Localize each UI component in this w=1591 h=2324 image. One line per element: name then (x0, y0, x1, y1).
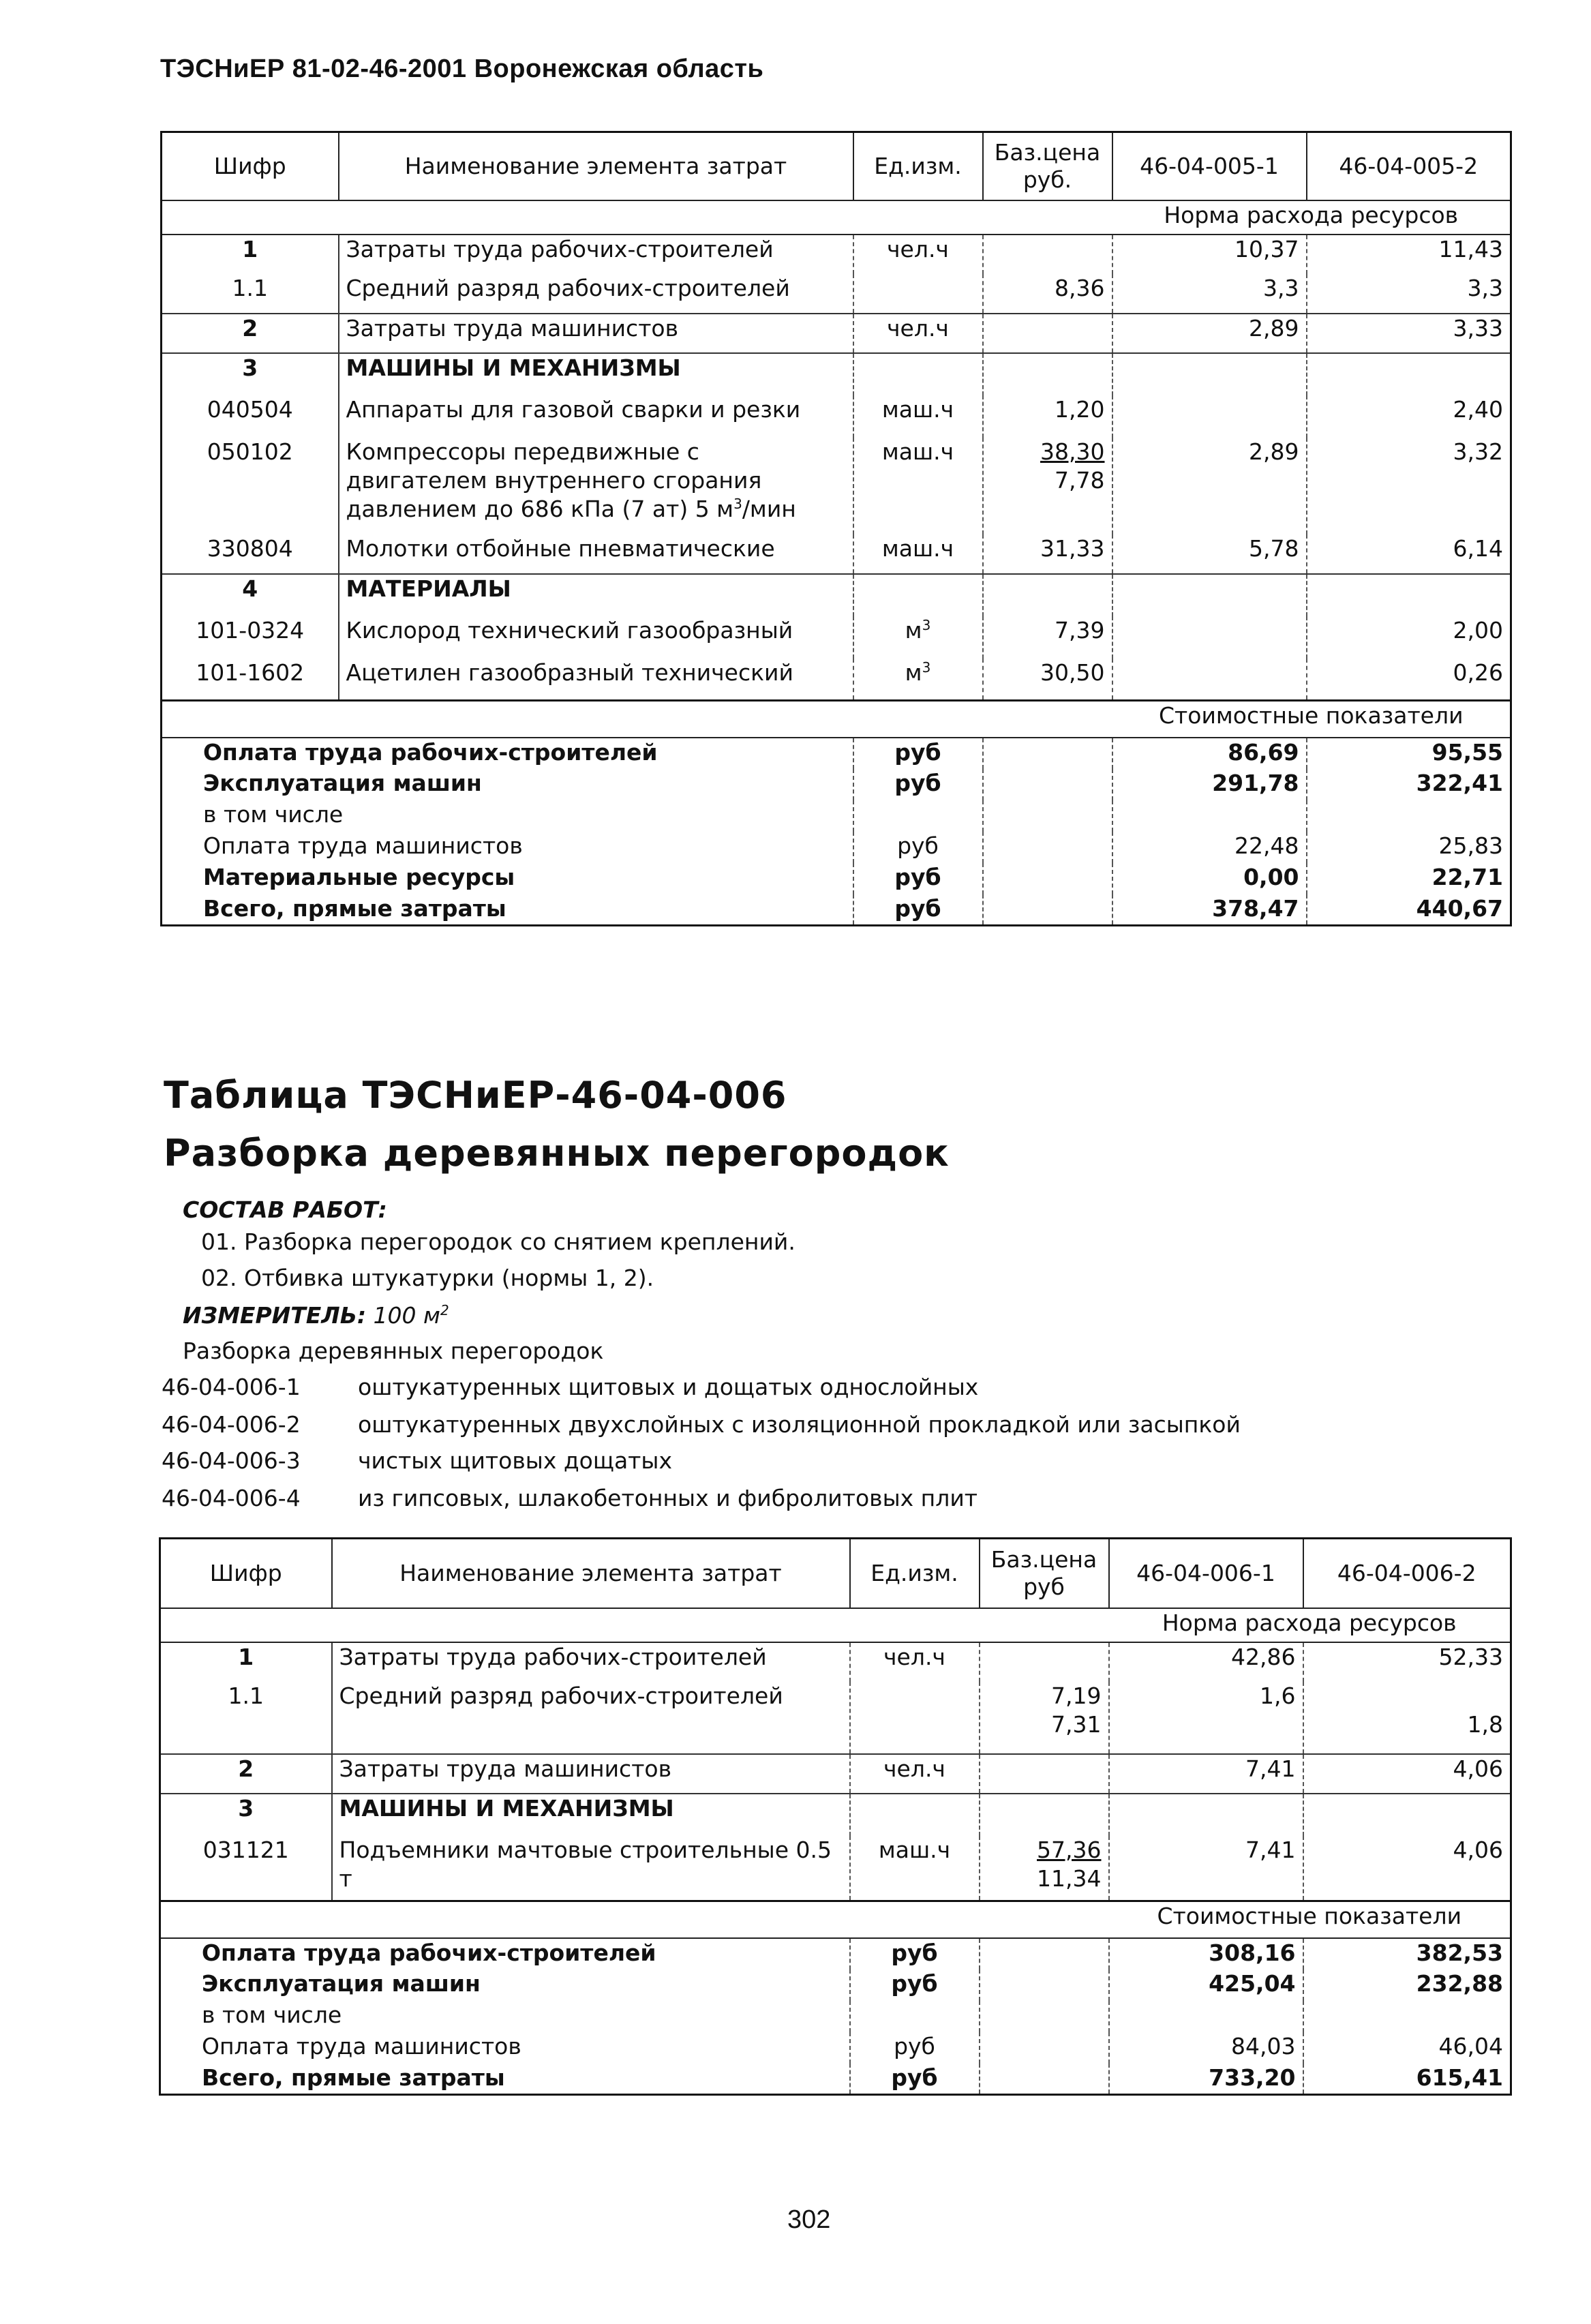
cost-caption: Стоимостные показатели (1109, 1901, 1511, 1938)
group-title: Разборка деревянных перегородок (183, 1338, 604, 1364)
table-row: 1.1 Средний разряд рабочих-строителей 7,19 7,31 1,6 1,8 (160, 1682, 1511, 1754)
col-header-code: Шифр (160, 1539, 332, 1608)
table-row: 1.1 Средний разряд рабочих-строителей 8,36 3,3 3,3 (162, 274, 1511, 314)
col-header-unit: Ед.изм. (850, 1539, 980, 1608)
norm-caption: Норма расхода ресурсов (1109, 1608, 1511, 1642)
section-row: 4 МАТЕРИАЛЫ (162, 574, 1511, 616)
table-row: 2 Затраты труда машинистов чел.ч 7,41 4,06 (160, 1754, 1511, 1794)
col-header-code: Шифр (162, 132, 339, 200)
section-row: 3 МАШИНЫ И МЕХАНИЗМЫ (160, 1794, 1511, 1836)
cost-row: Материальные ресурсы руб 0,00 22,71 (162, 863, 1511, 894)
item-text: оштукатуренных щитовых и дощатых однослойных (358, 1374, 979, 1400)
col-header-norm-2: 46-04-006-2 (1303, 1539, 1511, 1608)
table-row: 101-1602 Ацетилен газообразный технический $м^3$ 30,50 0,26 (162, 659, 1511, 701)
section-row: 3 МАШИНЫ И МЕХАНИЗМЫ (162, 353, 1511, 395)
table-row: 101-0324 Кислород технический газообразный $м^3$ 7,39 2,00 (162, 616, 1511, 659)
resource-table-46-04-005 (160, 131, 1512, 926)
item-code: 46-04-006-1 (162, 1374, 301, 1400)
table-row: 050102 Компрессоры передвижные с двигателем внутреннего сгорания давлением до 686 кПа (7 ат) 5 $м^3$/мин маш.ч 38,30 7,78 2,89 3,32 (162, 438, 1511, 534)
col-header-norm-1: 46-04-006-1 (1109, 1539, 1303, 1608)
col-header-name: Наименование элемента затрат (339, 132, 853, 200)
cost-caption: Стоимостные показатели (1112, 701, 1511, 738)
cost-row: Всего, прямые затраты руб 733,20 615,41 (160, 2064, 1511, 2095)
page-header: ТЭСНиЕР 81-02-46-2001 Воронежская область (160, 55, 764, 83)
measure-line: ИЗМЕРИТЕЛЬ: 100 $м^2$ (183, 1302, 449, 1329)
col-header-price: Баз.цена руб. (983, 132, 1112, 200)
item-text: чистых щитовых дощатых (358, 1447, 672, 1474)
cost-row: Оплата труда рабочих-строителей руб 86,69 95,55 (162, 738, 1511, 769)
cost-row: в том числе (160, 2001, 1511, 2032)
work-item: 02. Отбивка штукатурки (нормы 1, 2). (201, 1265, 654, 1291)
table-subtitle: Разборка деревянных перегородок (164, 1132, 950, 1175)
item-text: из гипсовых, шлакобетонных и фибролитовых плит (358, 1485, 978, 1511)
table-row: 1 Затраты труда рабочих-строителей чел.ч 10,37 11,43 (162, 235, 1511, 274)
work-item: 01. Разборка перегородок со снятием креплений. (201, 1228, 796, 1255)
cost-row: Эксплуатация машин руб 291,78 322,41 (162, 769, 1511, 800)
col-header-price: Баз.цена руб (980, 1539, 1109, 1608)
cost-row: Всего, прямые затраты руб 378,47 440,67 (162, 894, 1511, 926)
item-code: 46-04-006-4 (162, 1485, 301, 1511)
works-label: СОСТАВ РАБОТ: (183, 1196, 387, 1223)
table-row: 031121 Подъемники мачтовые строительные 0.5 т маш.ч 57,36 11,34 7,41 4,06 (160, 1836, 1511, 1901)
table-row: 040504 Аппараты для газовой сварки и резки маш.ч 1,20 2,40 (162, 395, 1511, 438)
col-header-unit: Ед.изм. (853, 132, 983, 200)
table-row: 1 Затраты труда рабочих-строителей чел.ч 42,86 52,33 (160, 1642, 1511, 1682)
col-header-name: Наименование элемента затрат (332, 1539, 850, 1608)
norm-caption: Норма расхода ресурсов (1112, 200, 1511, 235)
item-text: оштукатуренных двухслойных с изоляционной прокладкой или засыпкой (358, 1411, 1241, 1438)
page-number: 302 (787, 2205, 831, 2234)
cost-row: в том числе (162, 800, 1511, 832)
cost-row: Оплата труда машинистов руб 84,03 46,04 (160, 2032, 1511, 2064)
col-header-norm-2: 46-04-005-2 (1307, 132, 1511, 200)
cost-row: Оплата труда машинистов руб 22,48 25,83 (162, 832, 1511, 863)
item-code: 46-04-006-3 (162, 1447, 301, 1474)
table-row: 330804 Молотки отбойные пневматические маш.ч 31,33 5,78 6,14 (162, 534, 1511, 574)
col-header-norm-1: 46-04-005-1 (1112, 132, 1307, 200)
cost-row: Оплата труда рабочих-строителей руб 308,16 382,53 (160, 1938, 1511, 1970)
table-title: Таблица ТЭСНиЕР-46-04-006 (164, 1074, 787, 1117)
cost-row: Эксплуатация машин руб 425,04 232,88 (160, 1970, 1511, 2001)
table-row: 2 Затраты труда машинистов чел.ч 2,89 3,33 (162, 314, 1511, 353)
resource-table-46-04-006 (159, 1537, 1512, 2096)
item-code: 46-04-006-2 (162, 1411, 301, 1438)
